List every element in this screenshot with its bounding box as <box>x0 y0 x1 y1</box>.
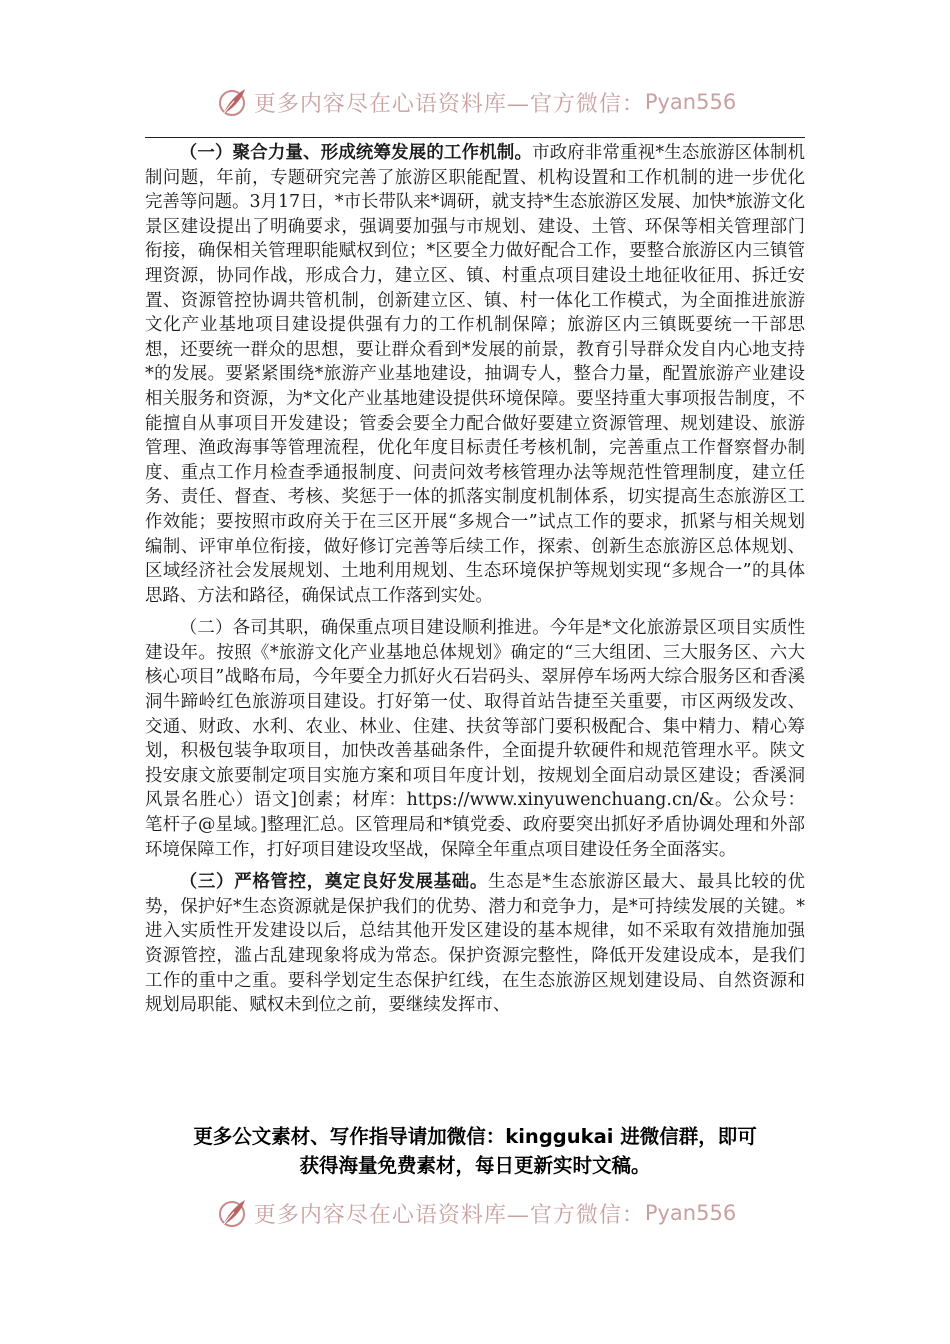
promo-banner <box>100 1122 850 1180</box>
paragraph-3-heading: （三）严格管控，奠定良好发展基础。 <box>179 872 489 893</box>
watermark-text: 更多内容尽在心语资料库—官方微信： <box>253 1202 645 1228</box>
feather-pen-icon <box>214 1195 250 1231</box>
paragraph-2-text: （二）各司其职，确保重点项目建设顺利推进。今年是*文化旅游景区项目实质性建设年。按照《*旅游文化产业基地总体规划》确定的“三大组团、三大服务区、六大核心项目”战略布局，今年要全力抓好火石岩码头、翠屏停车场两大综合服务区和香溪洞牛蹄岭红色旅游项目建设。打好第一仗、取得首站告捷至关重要，市区两级发改、交通、财政、水利、农业、林业、住建、扶贫等部门要积极配合、集中精力、精心筹划，积极包装争取项目，加快改善基础条件，全面提升软硬件和规范管理水平。陕文投安康文旅要制定项目实施方案和项目年度计划，按规划全面启动景区建设；香溪洞风景名胜心）语文]创素；材库：https://www.xinyuwenchuang.cn/&。公众号：笔杆子@星域。]整理汇总。区管理局和*镇党委、政府要突出抓好矛盾协调处理和外部环境保障工作，打好项目建设攻坚战，保障全年重点项目建设任务全面落实。 <box>145 618 805 860</box>
paragraph-1 <box>145 141 805 608</box>
watermark-text: 更多内容尽在心语资料库—官方微信： <box>253 91 645 117</box>
feather-pen-icon <box>214 84 250 120</box>
paragraph-1-heading: （一）聚合力量、形成统筹发展的工作机制。 <box>179 143 533 163</box>
watermark-header <box>0 82 950 122</box>
watermark-wechat-id: Pyan556 <box>644 90 737 114</box>
document-body <box>145 141 805 1018</box>
paragraph-2 <box>145 616 805 862</box>
paragraph-3-text: 生态是*生态旅游区最大、最具比较的优势，保护好*生态资源就是保护我们的优势、潜力和竞争力，是*可持续发展的关键。*进入实质性开发建设以后，总结其他开发区建设的基本规律，如不采取有效措施加强资源管控，滥占乱建现象将成为常态。保护资源完整性，降低开发建设成本，是我们工作的重中之重。要科学划定生态保护红线，在生态旅游区规划建设局、自然资源和规划局职能、赋权未到位之前，要继续发挥市、 <box>145 872 805 1016</box>
header-rule <box>145 137 805 138</box>
promo-line-2: 获得海量免费素材，每日更新实时文稿。 <box>299 1154 651 1177</box>
paragraph-1-text: 市政府非常重视*生态旅游区体制机制问题，年前，专题研究完善了旅游区职能配置、机构设置和工作机制的进一步优化完善等问题。3月17日，*市长带队来*调研，就支持*生态旅游区发展、加快*旅游文化景区建设提出了明确要求，强调要加强与市规划、建设、土管、环保等相关管理部门衔接，确保相关管理职能赋权到位；*区要全力做好配合工作，要整合旅游区内三镇管理资源，协同作战，形成合力，建立区、镇、村重点项目建设土地征收征用、拆迁安置、资源管控协调共管机制，创新建立区、镇、村一体化工作模式，为全面推进旅游文化产业基地项目建设提供强有力的工作机制保障；旅游区内三镇既要统一干部思想，还要统一群众的思想，要让群众看到*发展的前景，教育引导群众发自内心地支持*的发展。要紧紧围绕*旅游产业基地建设，抽调专人，整合力量，配置旅游产业建设相关服务和资源，为*文化产业基地建设提供环境保障。要坚持重大事项报告制度，不能擅自从事项目开发建设；管委会要全力配合做好要建立资源管理、规划建设、旅游管理、渔政海事等管理流程，优化年度目标责任考核机制，完善重点工作督察督办制度、重点工作月检查季通报制度、问责问效考核管理办法等规范性管理制度，建立任务、责任、督查、考核、奖惩于一体的抓落实制度机制体系，切实提高生态旅游区工作效能；要按照市政府关于在三区开展“多规合一”试点工作的要求，抓紧与相关规划编制、评审单位衔接，做好修订完善等后续工作，探索、创新生态旅游区总体规划、区域经济社会发展规划、土地利用规划、生态环境保护等规划实现“多规合一”的具体思路、方法和路径，确保试点工作落到实处。 <box>145 143 805 606</box>
paragraph-3 <box>145 870 805 1018</box>
watermark-wechat-id: Pyan556 <box>644 1201 737 1225</box>
watermark-footer <box>0 1193 950 1233</box>
promo-line-1: 更多公文素材、写作指导请加微信：kinggukai 进微信群，即可 <box>193 1125 757 1148</box>
